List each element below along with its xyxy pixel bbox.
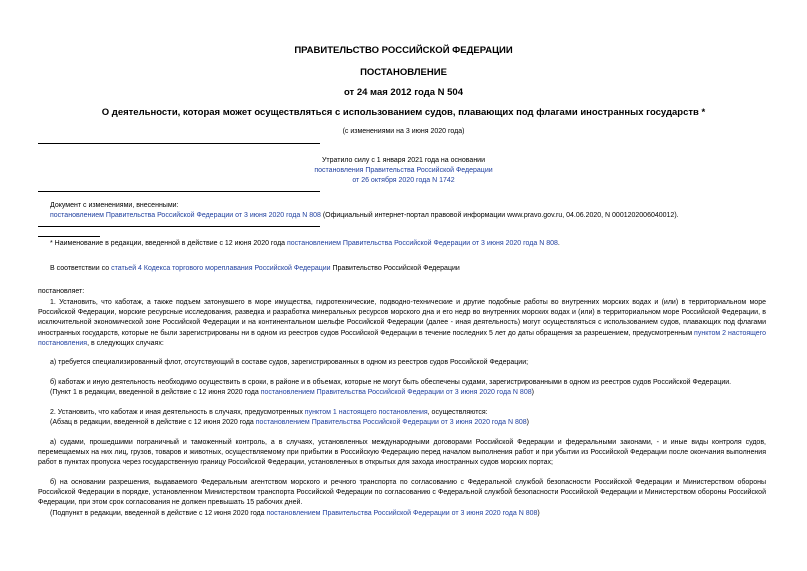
paragraph-1-edit-note bbox=[50, 388, 534, 399]
basis-paragraph bbox=[50, 264, 460, 275]
paragraph-2-edit-note bbox=[50, 418, 529, 429]
note-link[interactable]: постановлением Правительства Российской Федерации от 3 июня 2020 года N 808 bbox=[255, 419, 527, 426]
note-end: ) bbox=[537, 510, 540, 517]
document-title: О деятельности, которая может осуществляться с использованием судов, плавающих под флагами иностранных государств * bbox=[101, 107, 706, 118]
amendment-label: Документ с изменениями, внесенными: bbox=[50, 202, 179, 209]
footnote-text: * Наименование в редакции, введенной в действие с 12 июня 2020 года bbox=[50, 240, 287, 247]
paragraph-1a: а) требуется специализированный флот, отсутствующий в составе судов, зарегистрированных в одном из реестров судов Российской Федерации; bbox=[50, 359, 529, 366]
paragraph-1-end: , в следующих случаях: bbox=[87, 339, 164, 347]
basis-post: Правительство Российской Федерации bbox=[330, 265, 460, 272]
paragraph-1b: б) каботаж и иную деятельность необходимо осуществить в сроки, в районе и в объемах, которые не могут быть обеспечены судами, зарегистрированными в одном из реестров судов Российской Федерации. bbox=[50, 379, 732, 386]
lapsed-link-2[interactable]: от 26 октября 2020 года N 1742 bbox=[352, 177, 455, 184]
note-pre: (Подпункт в редакции, введенной в действие с 12 июня 2020 года bbox=[50, 510, 267, 517]
footnote-separator bbox=[38, 236, 100, 237]
paragraph-1-link[interactable]: пунктом 2 настоящего постановления bbox=[38, 329, 766, 347]
separator-line bbox=[38, 191, 320, 192]
paragraph-1-text: 1. Установить, что каботаж, а также подъем затонувшего в море имущества, гидротехнические, подводно-технические и другие подобные работы во внутренних морских водах и (или) в территориальном море Российской Федерации, морские ресурсные исследования, разведка и разработка минеральных ресурсов морского дна и его недр во внутренних морских водах и (или) в территориальном море Российской Федерации, в исключительной экономической зоне Российской Федерации и на континентальном шельфе Российской Федерации (далее - иная деятельность) могут осуществляться с использованием судов, плавающих под флагами иностранных государств, которые не были зарегистрированы ни в одном из реестров судов Российской Федерации в течение последних 5 лет до даты обращения за разрешением, предусмотренным bbox=[38, 299, 766, 337]
government-heading: ПРАВИТЕЛЬСТВО РОССИЙСКОЙ ФЕДЕРАЦИИ bbox=[294, 45, 513, 56]
note-end: ) bbox=[531, 389, 534, 396]
note-pre: (Пункт 1 в редакции, введенной в действие с 12 июня 2020 года bbox=[50, 389, 261, 396]
amendments-note: (с изменениями на 3 июня 2020 года) bbox=[342, 128, 465, 135]
paragraph-2 bbox=[50, 408, 488, 419]
note-end: ) bbox=[526, 419, 529, 426]
paragraph-2b-edit-note bbox=[50, 509, 540, 520]
basis-pre: В соответствии со bbox=[50, 265, 112, 272]
date-number: от 24 мая 2012 года N 504 bbox=[343, 87, 464, 98]
basis-link[interactable]: статьей 4 Кодекса торгового мореплавания Российской Федерации bbox=[111, 265, 331, 272]
amendment-source bbox=[50, 211, 679, 222]
amendment-tail: (Официальный интернет-портал правовой информации www.pravo.gov.ru, 04.06.2020, N 0001202006040012). bbox=[320, 212, 679, 219]
lapsed-link-1[interactable]: постановления Правительства Российской Федерации bbox=[314, 167, 493, 174]
document-type: ПОСТАНОВЛЕНИЕ bbox=[360, 67, 447, 78]
note-link[interactable]: постановлением Правительства Российской Федерации от 3 июня 2020 года N 808 bbox=[260, 389, 532, 396]
footnote-end: . bbox=[557, 240, 560, 247]
paragraph-2-end: , осуществляются: bbox=[427, 409, 488, 416]
lapsed-text: Утратило силу с 1 января 2021 года на основании bbox=[321, 157, 486, 164]
paragraph-2b: б) на основании разрешения, выдаваемого Федеральным агентством морского и речного транспорта по согласованию с Федеральной службой безопасности Российской Федерации и Министерством обороны Российской Федерации в порядке, установленном Министерством транспорта Российской Федерации по согласованию с Федеральной службой безопасности Российской Федерации и Министерством обороны Российской Федерации, при этом срок согласования не должен превышать 15 рабочих дней. bbox=[38, 479, 766, 507]
paragraph-2-link[interactable]: пунктом 1 настоящего постановления bbox=[304, 409, 428, 416]
footnote-link[interactable]: постановлением Правительства Российской Федерации от 3 июня 2020 года N 808 bbox=[287, 240, 558, 247]
amendment-link[interactable]: постановлением Правительства Российской Федерации от 3 июня 2020 года N 808 bbox=[50, 212, 321, 219]
paragraph-2a: а) судами, прошедшими пограничный и таможенный контроль, а в случаях, установленных международными договорами Российской Федерации и федеральными законами, - и иные виды контроля судов, перемещаемых на них лиц, грузов, товаров и животных, осуществляемому при прибытии в Российскую Федерацию перед началом выполнения работ и при убытии из Российской Федерации после окончания выполнения работ в пунктах пропуска через государственную границу Российской Федерации, установленных в открытых для захода иностранных судов морских портах; bbox=[38, 439, 766, 467]
footnote bbox=[50, 239, 560, 250]
separator-line bbox=[38, 143, 320, 144]
paragraph-2-pre: 2. Установить, что каботаж и иная деятельность в случаях, предусмотренных bbox=[50, 409, 305, 416]
note-link[interactable]: постановлением Правительства Российской Федерации от 3 июня 2020 года N 808 bbox=[266, 510, 538, 517]
separator-line bbox=[38, 226, 320, 227]
note-pre: (Абзац в редакции, введенной в действие с 12 июня 2020 года bbox=[50, 419, 256, 426]
paragraph-1 bbox=[38, 298, 766, 349]
decree-word: постановляет: bbox=[38, 288, 85, 295]
